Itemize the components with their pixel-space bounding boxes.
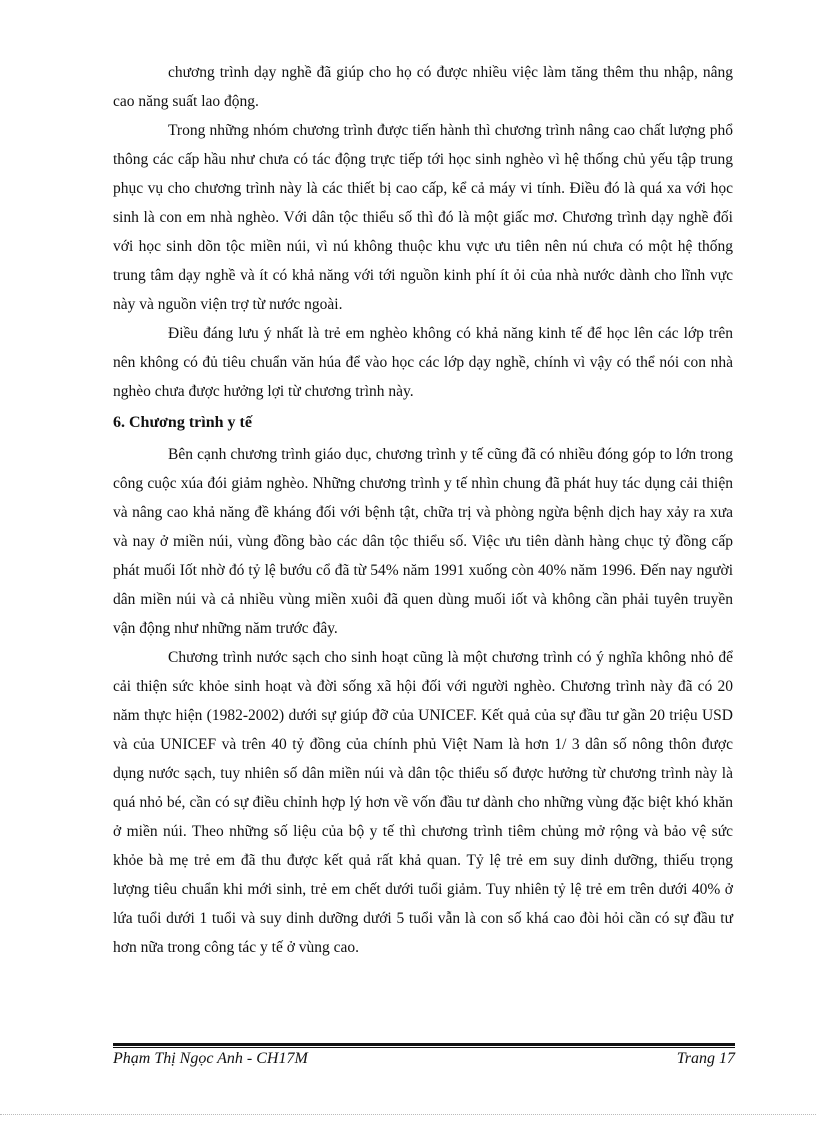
paragraph-continuation: chương trình dạy nghề đã giúp cho họ có được nhiều việc làm tăng thêm thu nhập, nâng cao năng suất lao động. — [113, 64, 733, 110]
paragraph: Bên cạnh chương trình giáo dục, chương trình y tế cũng đã có nhiều đóng góp to lớn trong công cuộc xúa đói giảm nghèo. Những chương trình y tế nhìn chung đã phát huy tác dụng cải thiện và nâng cao khả năng đề kháng đối với bệnh tật, chữa trị và phòng ngừa bệnh dịch hay xảy ra xưa và nay ở miền núi, vùng đồng bào các dân tộc thiểu số. Việc ưu tiên dành hàng chục tỷ đồng cấp phát muối Iốt nhờ đó tỷ lệ bướu cổ đã từ 54% năm 1991 xuống còn 40% năm 1996. Đến nay người dân miền núi và cả nhiều vùng miền xuôi đã quen dùng muối iốt và không cần phải tuyên truyền vận động như những năm trước đây. — [113, 446, 733, 637]
page-footer — [113, 1048, 735, 1070]
footer-author: Phạm Thị Ngọc Anh - CH17M — [113, 1050, 308, 1067]
paragraph: Điều đáng lưu ý nhất là trẻ em nghèo không có khả năng kinh tế để học lên các lớp trên nên không có đủ tiêu chuẩn văn húa để vào học các lớp dạy nghề, chính vì vậy có thể nói con nhà nghèo chưa được hưởng lợi từ chương trình này. — [113, 325, 733, 400]
page-edge-divider — [0, 1114, 816, 1115]
paragraph: Trong những nhóm chương trình được tiến hành thì chương trình nâng cao chất lượng phổ thông các cấp hầu như chưa có tác động trực tiếp tới học sinh nghèo vì hệ thống chủ yếu tập trung phục vụ cho chương trình này là các thiết bị cao cấp, kể cả máy vi tính. Điều đó là quá xa với học sinh là con em nhà nghèo. Với dân tộc thiểu số thì đó là một giấc mơ. Chương trình dạy nghề đối với học sinh dõn tộc miền núi, vì nú không thuộc khu vực ưu tiên nên nú chưa có một hệ thống trung tâm dạy nghề và ít có khả năng với tới nguồn kinh phí ít ỏi của nhà nước dành cho lĩnh vực này và nguồn viện trợ từ nước ngoài. — [113, 122, 733, 313]
footer-page-number: Trang 17 — [676, 1050, 735, 1067]
section-heading: 6. Chương trình y tế — [113, 414, 252, 431]
paragraph: Chương trình nước sạch cho sinh hoạt cũng là một chương trình có ý nghĩa không nhỏ để cải thiện sức khỏe sinh hoạt và đời sống xã hội đối với người nghèo. Chương trình này đã có 20 năm thực hiện (1982-2002) dưới sự giúp đỡ của UNICEF. Kết quả của sự đầu tư gần 20 triệu USD và của UNICEF và trên 40 tỷ đồng của chính phủ Việt Nam là hơn 1/ 3 dân số nông thôn được dụng nước sạch, tuy nhiên số dân miền núi và dân tộc thiểu số được hưởng từ chương trình này là quá nhỏ bé, cần có sự điều chỉnh hợp lý hơn về vốn đầu tư dành cho những vùng đặc biệt khó khăn ở miền núi. Theo những số liệu của bộ y tế thì chương trình tiêm chủng mở rộng và bảo vệ sức khỏe bà mẹ trẻ em đã thu được kết quả rất khả quan. Tỷ lệ trẻ em suy dinh dưỡng, thiếu trọng lượng tiêu chuẩn khi mới sinh, trẻ em chết dưới tuổi giảm. Tuy nhiên tỷ lệ trẻ em trên dưới 40% ở lứa tuổi dưới 1 tuổi và suy dinh dưỡng dưới 5 tuổi vẫn là con số khá cao đòi hỏi cần có sự đầu tư hơn nữa trong công tác y tế ở vùng cao. — [113, 649, 733, 956]
document-body — [113, 58, 733, 962]
footer-divider — [113, 1043, 735, 1046]
